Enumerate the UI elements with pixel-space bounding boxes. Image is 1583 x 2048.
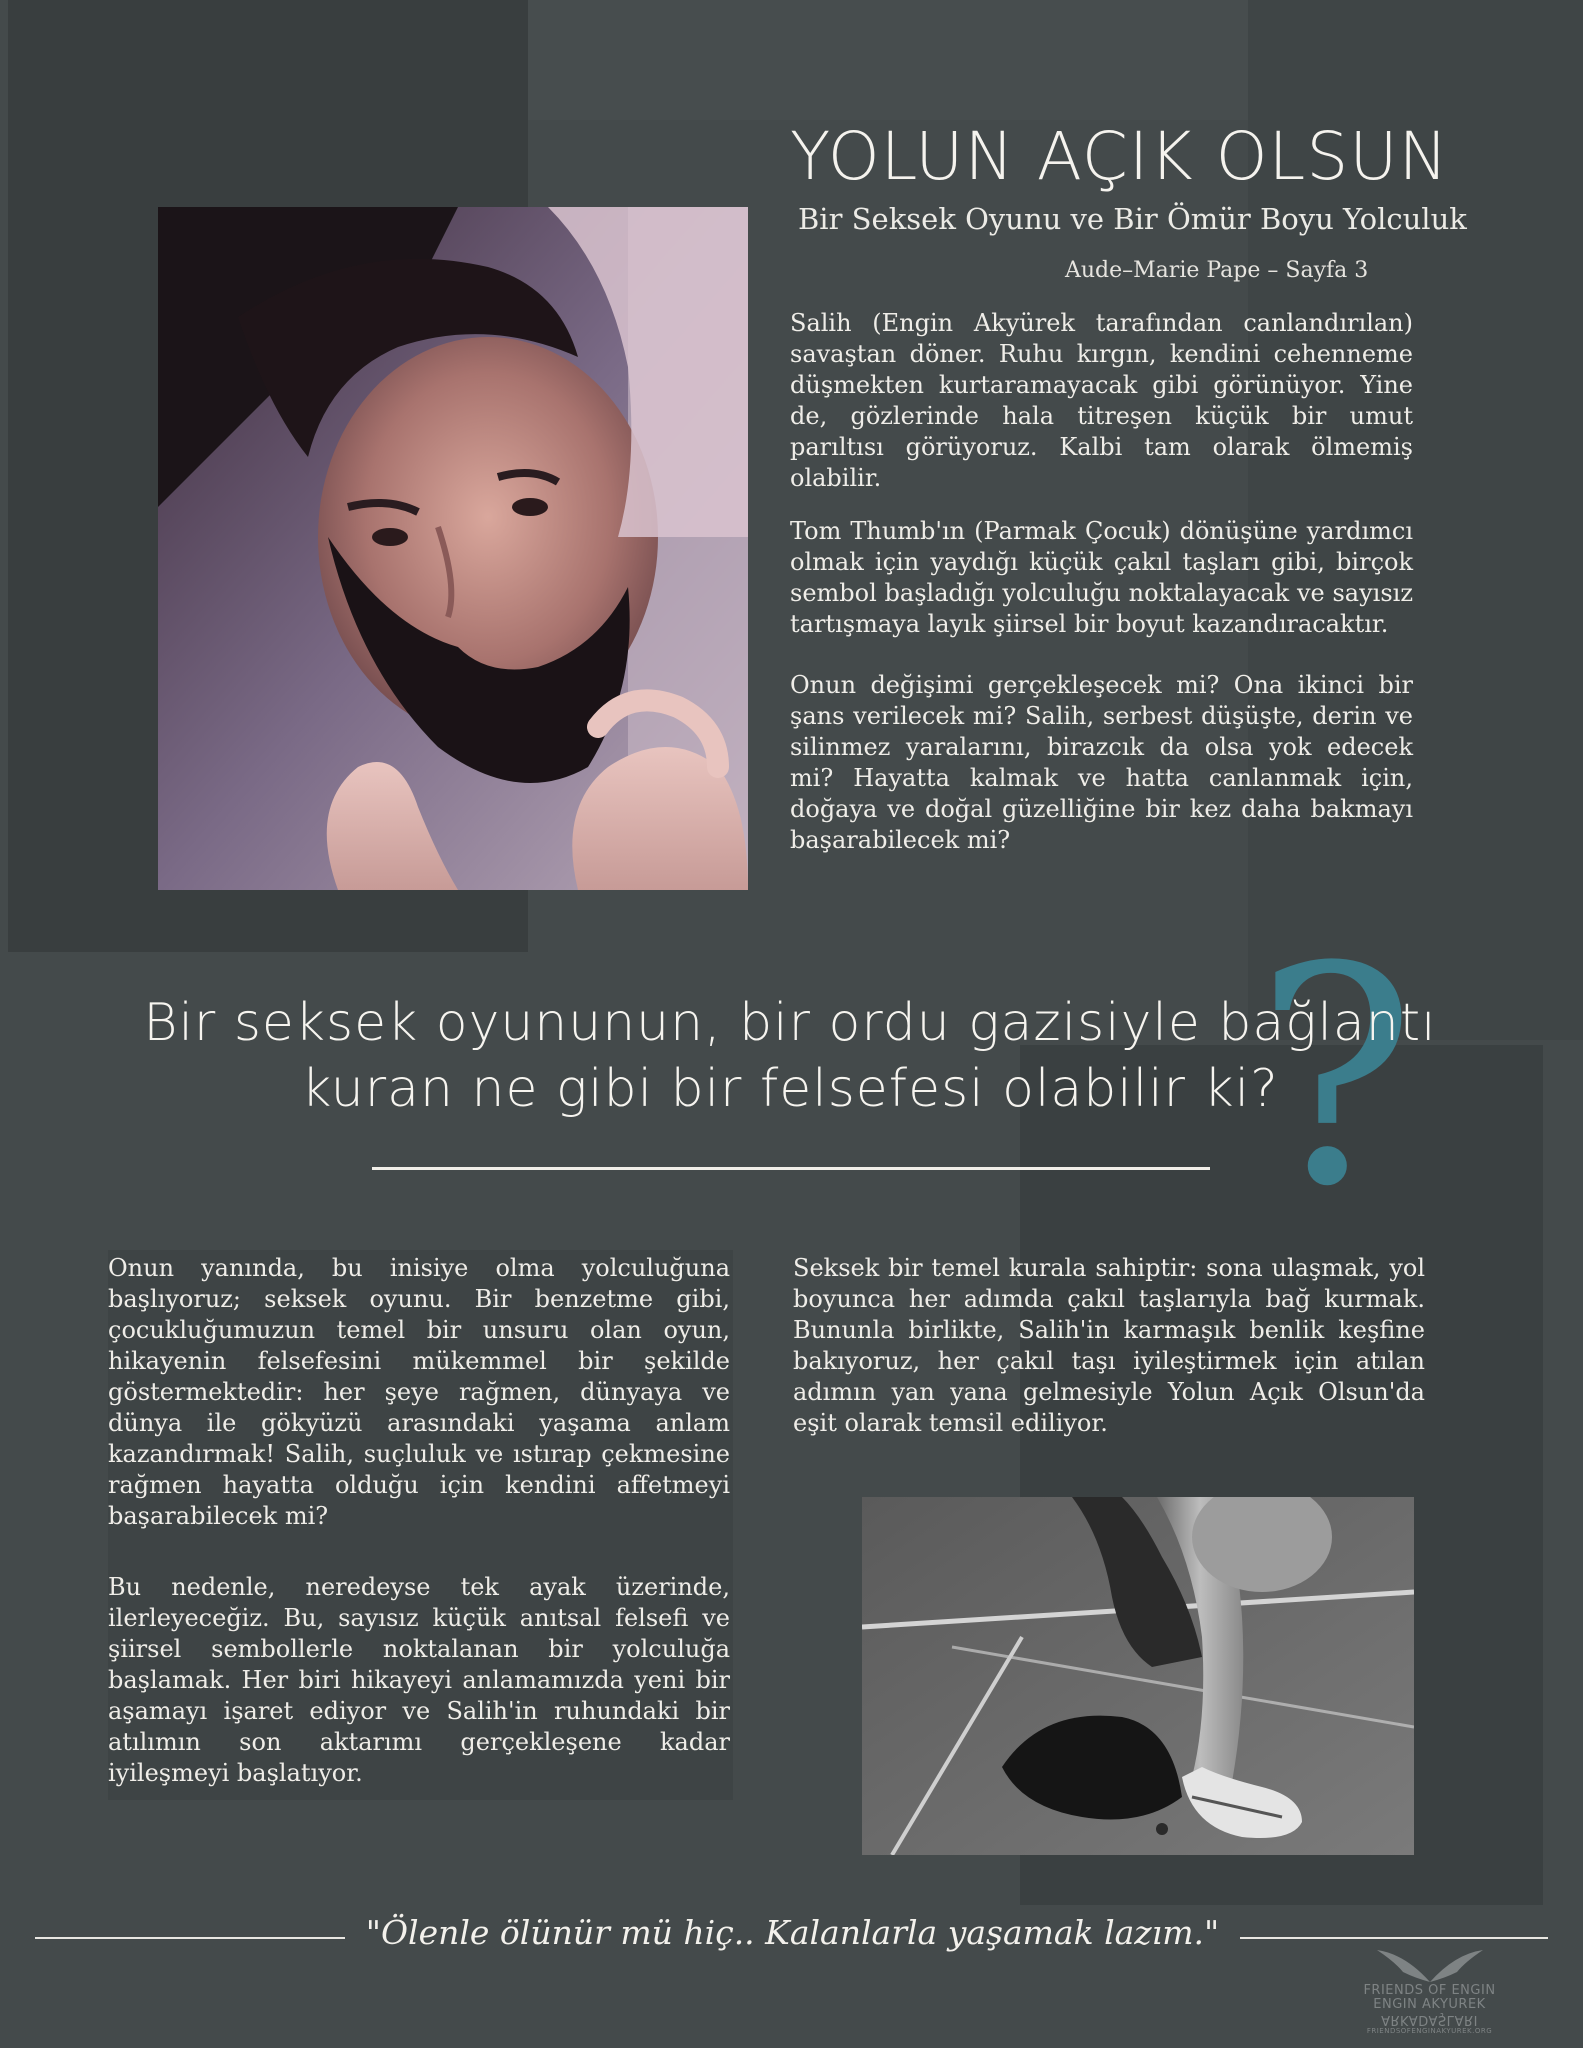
author-byline: Aude–Marie Pape – Sayfa 3 [1065,258,1369,283]
headline-line: Bir seksek oyununun, bir ordu gazisiyle bağlantı [143,993,1437,1053]
logo-line: ENGIN AKYUREK [1373,1997,1486,2012]
intro-paragraph: Tom Thumb'ın (Parmak Çocuk) dönüşüne yardımcı olmak için yaydığı küçük çakıl taşları gibi, birçok sembol başladığı yolculuğu noktalayacak ve sayısız tartışmaya layık şiirsel bir boyut kazandıracaktır. [790,517,1413,638]
friends-of-engin-logo [1362,1944,1497,2039]
page-title: YOLUN AÇIK OLSUN [790,118,1449,195]
headline-divider [372,1167,1210,1170]
column-paragraph: Seksek bir temel kurala sahiptir: sona ulaşmak, yol boyunca her adımda çakıl taşlarıyla bağ kurmak. Bununla birlikte, Salih'in karmaşık benlik keşfine bakıyoruz, her çakıl taşı iyileştirmek için atılan adımın yan yana gelmesiyle Yolun Açık Olsun'da eşit olarak temsil ediliyor. [793,1254,1425,1437]
logo-line: ARKADAŞLARI [1381,2012,1478,2027]
headline-question [60,990,1520,1122]
page-subtitle: Bir Seksek Oyunu ve Bir Ömür Boyu Yolculuk [798,202,1467,236]
column-paragraph: Onun yanında, bu inisiye olma yolculuğuna başlıyoruz; seksek oyunu. Bir benzetme gibi, çocukluğumuzun temel bir unsuru olan oyun, hikayenin felsefesini mükemmel bir şekilde göstermektedir: her şeye rağmen, dünyaya ve dünya ile gökyüzü arasındaki yaşama anlam kazandırmak! Salih, suçluluk ve ıstırap çekmesine rağmen hayatta olduğu için kendini affetmeyi başarabilecek mi? [108,1254,730,1530]
intro-paragraph: Onun değişimi gerçekleşecek mi? Ona ikinci bir şans verilecek mi? Salih, serbest düşüşte, derin ve silinmez yaralarını, birazcık da olsa yok edecek mi? Hayatta kalmak ve hatta canlanmak için, doğaya ve doğal güzelliğine bir kez daha bakmayı başarabilecek mi? [790,671,1413,854]
logo-url: FRIENDSOFENGINAKYUREK.ORG [1366,2027,1493,2035]
logo-line: FRIENDS OF ENGIN [1363,1983,1496,1998]
quote-divider-right [1240,1937,1548,1939]
intro-text [790,308,1413,878]
right-column-text [793,1253,1425,1461]
pull-quote: "Ölenle ölünür mü hiç.. Kalanlarla yaşamak lazım." [365,1913,1220,1952]
question-mark-decoration: ? [1255,903,1416,1252]
wings-icon [1375,1944,1485,1984]
column-paragraph: Bu nedenle, neredeyse tek ayak üzerinde, ilerleyeceğiz. Bu, sayısız küçük anıtsal felsefi ve şiirsel sembollerle noktalanan bir yolculuğa başlamak. Her biri hikayeyi anlamamızda yeni bir aşamayı işaret ediyor ve Salih'in ruhundaki bir atılımın son aktarımı gerçekleşene kadar iyileşmeyi başlatıyor. [108,1573,730,1787]
headline-line: kuran ne gibi bir felsefesi olabilir ki? [301,1059,1279,1119]
hopscotch-photo [862,1497,1414,1855]
salih-portrait-photo [158,207,748,890]
quote-divider-left [35,1937,345,1939]
background-panel-top [528,0,1248,120]
intro-paragraph: Salih (Engin Akyürek tarafından canlandırılan) savaştan döner. Ruhu kırgın, kendini cehenneme düşmekten kurtaramayacak gibi görünüyor. Yine de, gözlerinde hala titreşen küçük bir umut parıltısı görüyoruz. Kalbi tam olarak ölmemiş olabilir. [790,309,1413,492]
left-column-text [108,1253,730,1829]
